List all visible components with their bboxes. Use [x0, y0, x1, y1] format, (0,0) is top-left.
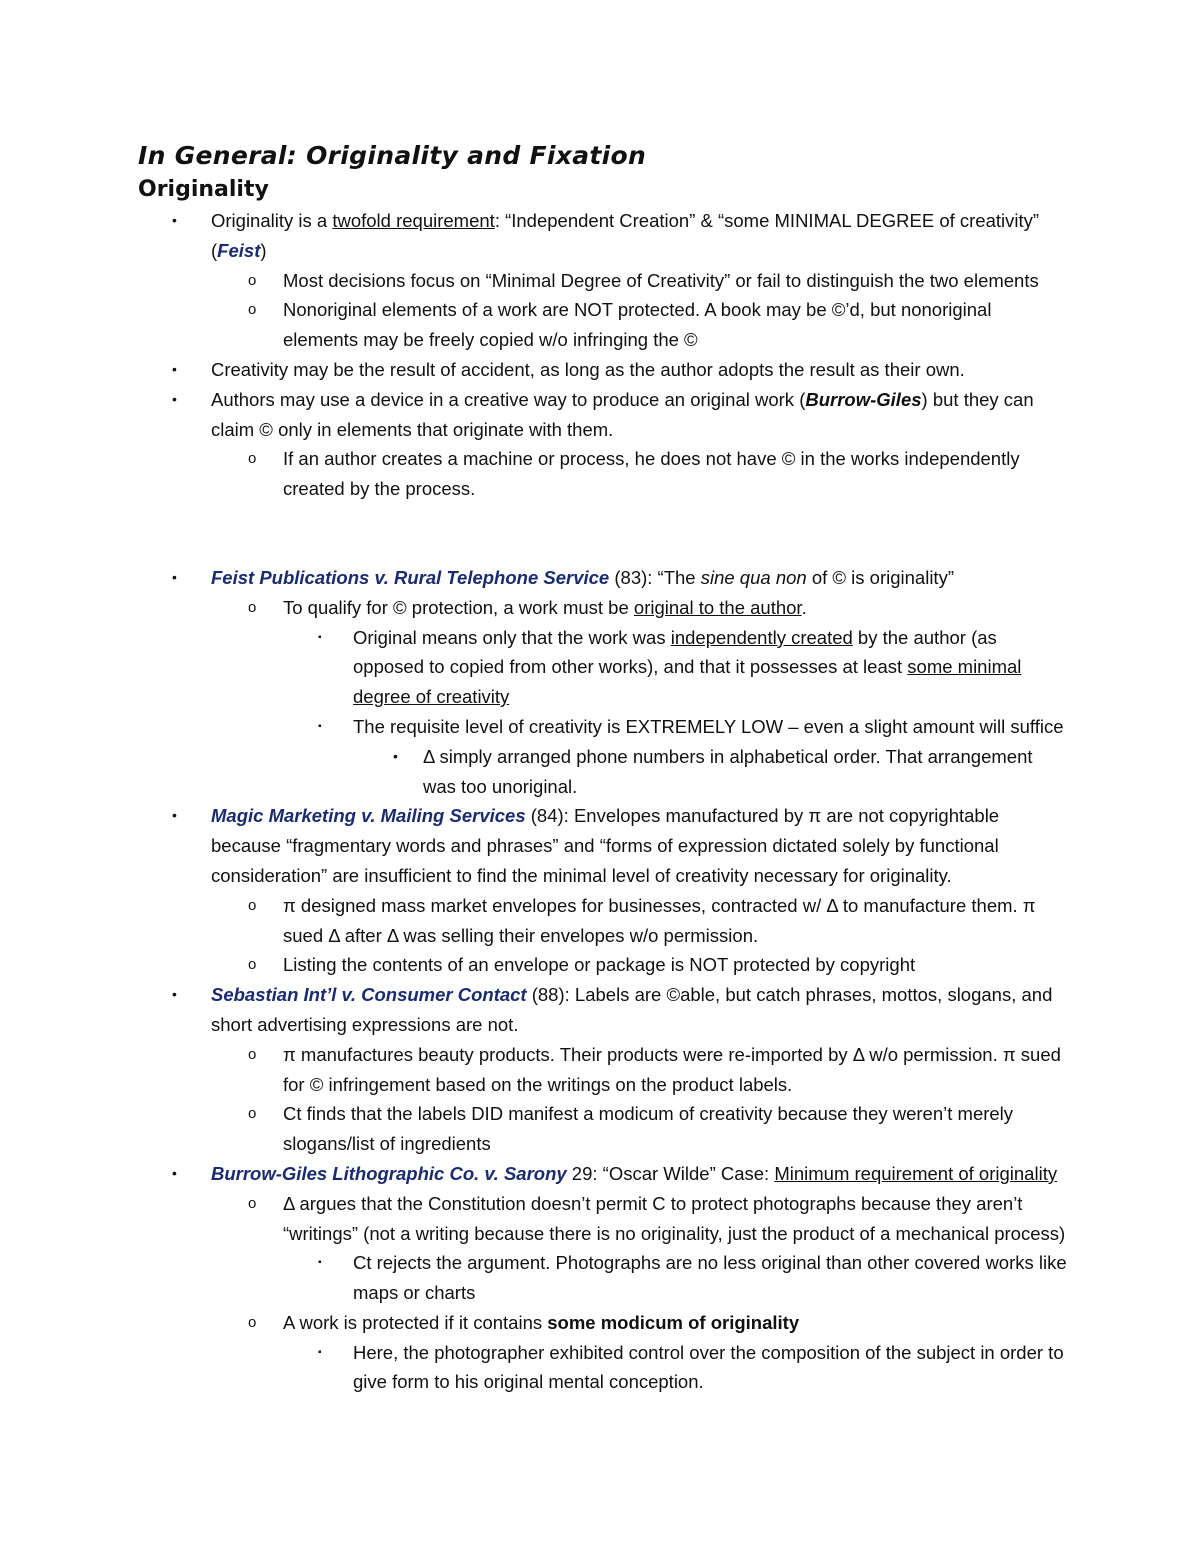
list-item — [138, 801, 1068, 890]
circle-marker: o — [248, 1194, 257, 1212]
circle-marker: o — [248, 301, 257, 319]
circle-marker: o — [248, 450, 257, 468]
list-item — [138, 266, 1068, 296]
list-item — [138, 1040, 1068, 1100]
circle-marker: o — [248, 598, 257, 616]
item-text: π designed mass market envelopes for businesses, contracted w/ Δ to manufacture them. π sued Δ after Δ was selling their envelopes w/o permission. — [283, 894, 1036, 946]
list-item — [138, 295, 1068, 355]
item-text: Most decisions focus on “Minimal Degree of Creativity” or fail to distinguish the two elements — [283, 269, 1039, 291]
item-text: Listing the contents of an envelope or package is NOT protected by copyright — [283, 954, 916, 976]
list-item — [138, 950, 1068, 980]
underlined-text: some minimal degree of creativity — [353, 656, 1022, 708]
item-text: by the author (as opposed to copied from other works), and that it possesses at least — [353, 626, 997, 678]
bullet-marker: • — [172, 390, 177, 407]
bullet-marker: • — [172, 807, 177, 824]
case-reference: Feist — [217, 239, 261, 261]
list-item — [138, 1308, 1068, 1338]
item-text: Here, the photographer exhibited control over the composition of the subject in order to give form to his original mental conception. — [353, 1341, 1064, 1393]
list-item — [138, 563, 1068, 593]
item-text: ) but they can claim © only in elements that originate with them. — [211, 388, 1034, 440]
list-item — [138, 593, 1068, 623]
square-marker: ▪ — [318, 1257, 322, 1269]
list-item — [138, 742, 1068, 802]
bullet-marker: • — [172, 212, 177, 228]
document-body — [138, 138, 1068, 1397]
square-marker: ▪ — [318, 1346, 322, 1358]
list-item — [138, 385, 1068, 445]
list-item — [138, 206, 1068, 266]
bullet-marker: • — [393, 747, 398, 764]
item-text: (83): “The — [609, 566, 701, 588]
circle-marker: o — [248, 1045, 257, 1063]
list-item — [138, 1159, 1068, 1189]
spacer — [138, 504, 1068, 563]
page-title: In General: Originality and Fixation — [138, 141, 647, 170]
item-text: A work is protected if it contains — [283, 1311, 548, 1333]
item-text: of © is originality” — [806, 566, 954, 588]
item-text: Authors may use a device in a creative way to produce an original work ( — [211, 388, 806, 410]
underlined-text: original to the author — [633, 596, 802, 618]
circle-marker: o — [248, 896, 257, 914]
item-text: 29: “Oscar Wilde” Case: — [566, 1162, 775, 1184]
underlined-text: Minimum requirement of originality — [774, 1162, 1058, 1184]
bullet-marker: • — [172, 986, 177, 1003]
bullet-marker: • — [172, 360, 177, 377]
underlined-text: twofold requirement — [332, 210, 495, 231]
list-item — [138, 1338, 1068, 1398]
item-text: Original means only that the work was — [353, 626, 671, 648]
list-item — [138, 891, 1068, 951]
item-text: If an author creates a machine or process, he does not have © in the works independently created by the process. — [283, 448, 1020, 500]
item-text: The requisite level of creativity is EXTREMELY LOW – even a slight amount will suffice — [353, 715, 1064, 737]
bullet-marker: • — [172, 1164, 177, 1181]
item-text: π manufactures beauty products. Their products were re-imported by Δ w/o permission. π sued for © infringement based on the writings on the product labels. — [283, 1043, 1061, 1095]
list-item — [138, 444, 1068, 504]
item-text: Nonoriginal elements of a work are NOT protected. A book may be ©’d, but nonoriginal elements may be freely copied w/o infringing the © — [283, 299, 992, 351]
item-text: : “Independent Creation” & “some MINIMAL DEGREE of creativity” ( — [211, 210, 1040, 261]
square-marker: ▪ — [318, 631, 322, 643]
italic-text: sine qua non — [700, 566, 807, 588]
list-item — [138, 980, 1068, 1040]
item-text: ) — [260, 239, 267, 261]
case-reference: Burrow-Giles — [805, 388, 922, 410]
bullet-marker: • — [172, 568, 177, 585]
item-text: . — [801, 596, 807, 618]
square-marker: ▪ — [318, 720, 322, 732]
list-item — [138, 1099, 1068, 1159]
bold-text: some modicum of originality — [547, 1311, 800, 1333]
item-text: Creativity may be the result of accident, as long as the author adopts the result as their own. — [211, 358, 965, 380]
list-item — [138, 623, 1068, 712]
item-text: To qualify for © protection, a work must be — [283, 596, 634, 618]
case-name: Sebastian Int’l v. Consumer Contact — [211, 984, 527, 1006]
circle-marker: o — [248, 1105, 257, 1123]
item-text: Δ argues that the Constitution doesn’t permit C to protect photographs because they aren’t “writings” (not a writing because there is no originality, just the product of a mechanical process) — [283, 1192, 1066, 1244]
list-item — [138, 1189, 1068, 1249]
item-text: (84): Envelopes manufactured by π are not copyrightable because “fragmentary words and phrases” and “forms of expression dictated solely by functional consideration” are insufficient to find the minimal level of creativity necessary for originality. — [211, 805, 1000, 886]
list-item — [138, 355, 1068, 385]
circle-marker: o — [248, 1313, 257, 1331]
case-name: Burrow-Giles Lithographic Co. v. Sarony — [211, 1162, 567, 1184]
case-name: Magic Marketing v. Mailing Services — [211, 805, 526, 827]
item-text: (88): Labels are ©able, but catch phrases, mottos, slogans, and short advertising expressions are not. — [211, 984, 1053, 1035]
circle-marker: o — [248, 956, 257, 974]
item-text: Originality is a — [211, 210, 333, 231]
item-text: Δ simply arranged phone numbers in alphabetical order. That arrangement was too unoriginal. — [423, 745, 1033, 797]
section-heading: Originality — [138, 177, 269, 202]
underlined-text: independently created — [670, 626, 853, 648]
item-text: Ct finds that the labels DID manifest a modicum of creativity because they weren’t merely slogans/list of ingredients — [283, 1103, 1014, 1155]
list-item — [138, 1248, 1068, 1308]
circle-marker: o — [248, 271, 257, 289]
list-item — [138, 712, 1068, 742]
item-text: Ct rejects the argument. Photographs are no less original than other covered works like maps or charts — [353, 1252, 1067, 1304]
case-name: Feist Publications v. Rural Telephone Service — [211, 566, 610, 588]
